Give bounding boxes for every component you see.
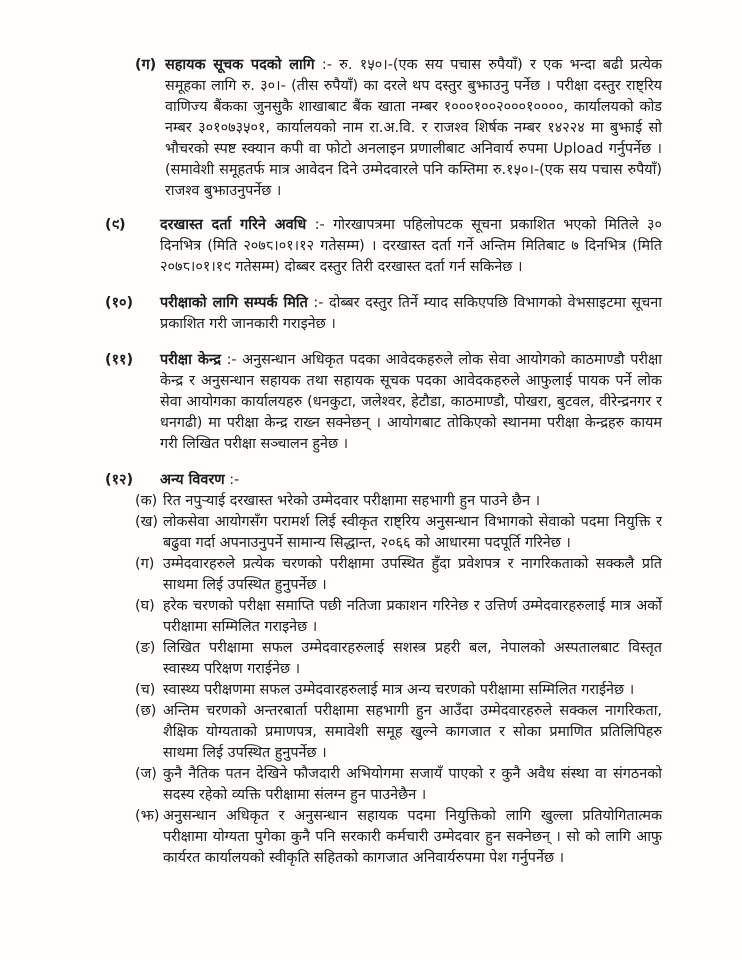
section-body <box>160 215 662 278</box>
subitem-marker: (छ) <box>135 703 157 719</box>
subitem-text: अनुसन्धान अधिकृत र अनुसन्धान सहायक पदमा नियुक्तिको लागि खुल्ला प्रतियोगितात्मक परीक्षामा योग्यता पुगेका कुनै पनि सरकारी कर्मचारी उम्मेदवार हुन सक्नेछन् । सो को लागि आफु कार्यरत कार्यालयको स्वीकृति सहितको कागजात अनिवार्यरुपमा पेश गर्नुपर्नेछ । <box>163 808 662 866</box>
section-heading: अन्य विवरण <box>160 472 225 488</box>
item-marker: (ग) <box>135 57 157 73</box>
section-text: अनुसन्धान अधिकृत पदका आवेदकहरुले लोक सेवा आयोगको काठमाण्डौ परीक्षा केन्द्र र अनुसन्धान सहायक तथा सहायक सूचक पदका आवेदकहरुले आफुलाई पायक पर्ने लोक सेवा आयोगका कार्यालयहरु (धनकुटा, जलेश्वर, हेटौडा, काठमाण्डौ, पोखरा, बुटवल, वीरेन्द्रनगर र धनगढी) मा परीक्षा केन्द्र राख्न सक्नेछन् । आयोगबाट तोकिएको स्थानमा परीक्षा केन्द्रहरु कायम गरी लिखित परीक्षा सञ्चालन हुनेछ । <box>160 352 663 452</box>
subitem <box>135 554 662 596</box>
subitem-marker: (क) <box>135 493 158 509</box>
subitem <box>135 638 662 680</box>
subitem-text: लोकसेवा आयोगसँग परामर्श लिई स्वीकृत राष्ट्रिय अनुसन्धान विभागको सेवाको पदमा नियुक्ति र बढुवा गर्दा अपनाउनुपर्ने सामान्य सिद्धान्त, २०६६ को आधारमा पदपूर्ति गरिनेछ । <box>163 514 662 551</box>
subitem-text: उम्मेदवारहरुले प्रत्येक चरणको परीक्षामा उपस्थित हुँदा प्रवेशपत्र र नागरिकताको सक्कलै प्रति साथमा लिई उपस्थित हुनुपर्नेछ । <box>163 556 662 593</box>
subitem-text: स्वास्थ्य परीक्षणमा सफल उम्मेदवारहरुलाई मात्र अन्य चरणको परीक्षामा सम्मिलित गराईनेछ । <box>163 682 635 698</box>
other-details-list <box>135 491 662 869</box>
section-number: (११) <box>105 352 134 368</box>
section-separator: :- <box>313 295 324 311</box>
section-exam-centres <box>105 350 662 455</box>
section-heading: परीक्षा केन्द्र <box>160 352 221 368</box>
subitem-text: कुनै नैतिक पतन देखिने फौजदारी अभियोगमा सजायँ पाएको र कुनै अवैध संस्था वा संगठनको सदस्य रहेको व्यक्ति परीक्षामा संलग्न हुन पाउनेछैन । <box>163 766 662 803</box>
subitem-text: हरेक चरणको परीक्षा समाप्ति पछी नतिजा प्रकाशन गरिनेछ र उत्तिर्ण उम्मेदवारहरुलाई मात्र अर्को परीक्षामा सम्मिलित गराइनेछ । <box>163 598 662 635</box>
subitem-marker: (ज) <box>135 766 157 782</box>
item-heading: सहायक सूचक पदको लागि <box>165 57 315 73</box>
subitem <box>135 512 662 554</box>
section-exam-contact-date <box>105 293 662 335</box>
subitem <box>135 680 662 701</box>
section-registration-period <box>105 215 662 278</box>
item-separator: :- <box>321 57 332 73</box>
subitem-marker: (ङ) <box>135 640 156 656</box>
item-text: रु. १५०।-(एक सय पचास रुपैयाँ) र एक भन्दा बढी प्रत्येक समूहका लागि रु. ३०।- (तीस रुपैयाँ) का दरले थप दस्तुर बुझाउनु पर्नेछ । परीक्षा दस्तुर राष्ट्रिय वाणिज्य बैंकका जुनसुकै शाखाबाट बैंक खाता नम्बर १०००१००२०००१००००, कार्यालयको कोड नम्बर ३०१०७३५०१, कार्यालयको नाम रा.अ.वि. र राजश्व शिर्षक नम्बर १४२२४ मा बुझाई सो भौचरको स्पष्ट स्क्यान कपी वा फोटो अनलाइन प्रणालीबाट अनिवार्य रुपमा Upload गर्नुपर्नेछ । (समावेशी समूहतर्फ मात्र आवेदन दिने उम्मेदवारले पनि कम्तिमा रु.१५०।-(एक सय पचास रुपैयाँ) राजश्व बुझाउनुपर्नेछ । <box>165 57 663 199</box>
subitem-marker: (ग) <box>135 556 155 572</box>
subitem <box>135 806 662 869</box>
section-text: दोब्बर दस्तुर तिर्ने म्याद सकिएपछि विभागको वेभसाइटमा सूचना प्रकाशित गरी जानकारी गराइनेछ । <box>160 295 663 332</box>
section-body <box>160 350 662 455</box>
subitem-text: अन्तिम चरणको अन्तरबार्ता परीक्षामा सहभागी हुन आउँदा उम्मेदवारहरुले सक्कल नागरिकता, शैक्षिक योग्यताको प्रमाणपत्र, समावेशी समूह खुल्ने कागजात र सोका प्रमाणित प्रतिलिपिहरु साथमा लिई उपस्थित हुनुपर्नेछ । <box>163 703 662 761</box>
section-number: (१२) <box>105 472 134 488</box>
section-number: (९) <box>105 217 126 233</box>
section-separator: :- <box>226 352 237 368</box>
section-other-details <box>105 470 662 869</box>
section-heading: दरखास्त दर्ता गरिने अवधि <box>160 217 307 233</box>
subitem <box>135 491 662 512</box>
subitem-marker: (झ) <box>135 808 160 824</box>
section-text: गोरखापत्रमा पहिलोपटक सूचना प्रकाशित भएको मितिले ३० दिनभित्र (मिति २०७८।०१।१२ गतेसम्म) । दरखास्त दर्ता गर्ने अन्तिम मितिबाट ७ दिनभित्र (मिति २०७८।०१।१९ गतेसम्म) दोब्बर दस्तुर तिरी दरखास्त दर्ता गर्न सकिनेछ । <box>160 217 663 275</box>
subitem <box>135 701 662 764</box>
subitem-text: लिखित परीक्षामा सफल उम्मेदवारहरुलाई सशस्त्र प्रहरी बल, नेपालको अस्पतालबाट विस्तृत स्वास्थ्य परिक्षण गराईनेछ । <box>163 640 662 677</box>
section-heading: परीक्षाको लागि सम्पर्क मिति <box>160 295 308 311</box>
section-body <box>160 293 662 335</box>
section-separator: :- <box>229 472 240 488</box>
subitem-marker: (घ) <box>135 598 155 614</box>
subitem-text: रित नपुर्‍याई दरखास्त भरेको उम्मेदवार परीक्षामा सहभागी हुन पाउने छैन । <box>163 493 541 509</box>
section-other-details-heading-row <box>105 470 662 491</box>
subitem <box>135 764 662 806</box>
item-body <box>165 55 662 202</box>
subitem-marker: (च) <box>135 682 156 698</box>
subitem <box>135 596 662 638</box>
section-number: (१०) <box>105 295 134 311</box>
subitem-marker: (ख) <box>135 514 159 530</box>
section-separator: :- <box>314 217 325 233</box>
section-body <box>160 470 662 491</box>
fee-clause-item <box>135 55 662 202</box>
